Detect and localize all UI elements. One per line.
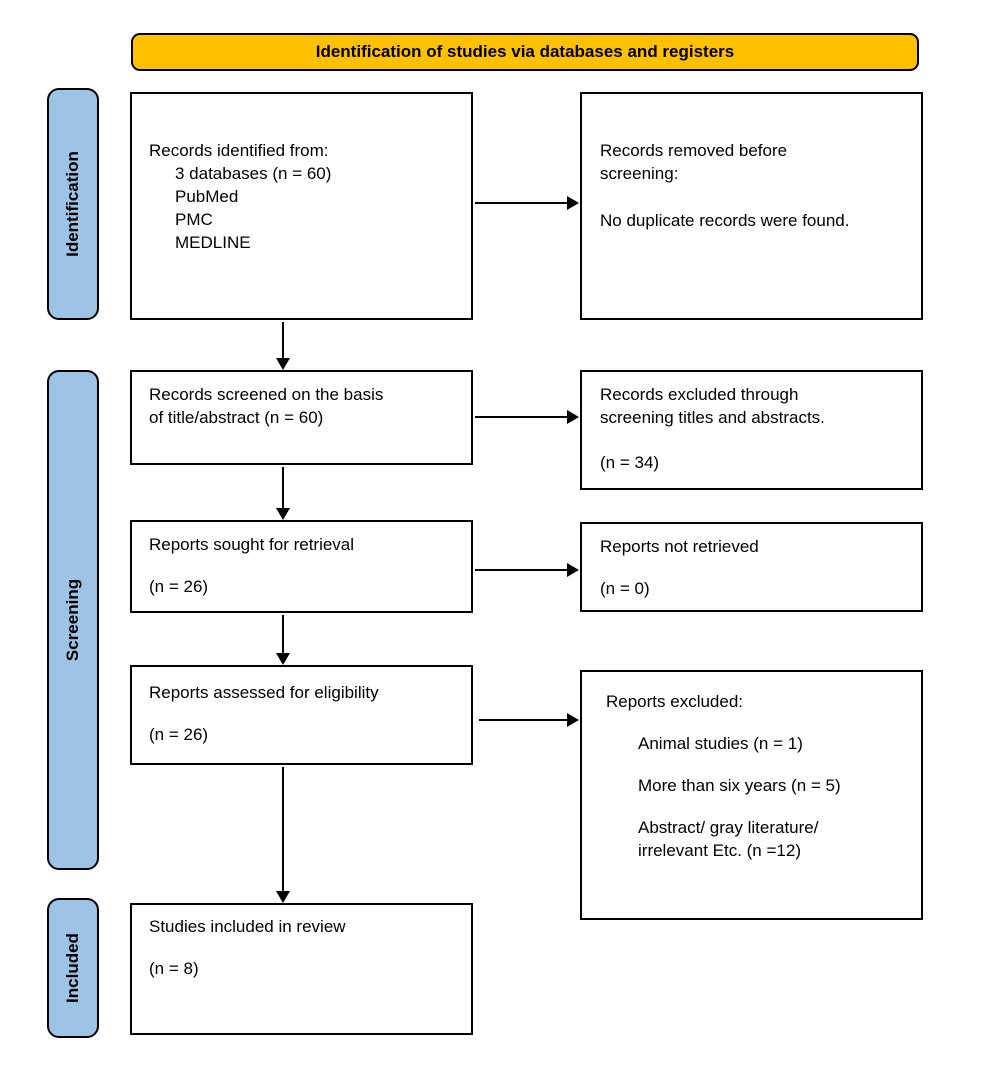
arrow-down-sought-to-assessed xyxy=(282,615,284,654)
box-reports-sought xyxy=(130,520,473,613)
box-reports-not-retrieved xyxy=(580,522,923,612)
stage-label-identification xyxy=(47,88,99,320)
stage-label-screening-text: Screening xyxy=(63,578,83,662)
arrow-right-identified-to-removed xyxy=(475,202,568,204)
stage-label-included xyxy=(47,898,99,1038)
box-reports-assessed xyxy=(130,665,473,765)
arrow-right-assessed-to-excluded xyxy=(479,719,568,721)
box-title: screening titles and abstracts. xyxy=(600,408,825,427)
arrow-right-screened-to-excluded xyxy=(475,416,568,418)
box-title: screening: xyxy=(600,164,679,183)
arrow-down-identified-to-screened xyxy=(282,322,284,359)
box-studies-included xyxy=(130,903,473,1035)
header-banner xyxy=(131,33,919,71)
count-line: (n = 26) xyxy=(149,577,209,596)
box-line: More than six years (n = 5) xyxy=(638,776,841,795)
header-banner-title: Identification of studies via databases and registers xyxy=(315,42,735,61)
box-title: Reports excluded: xyxy=(606,692,744,711)
count-line: (n = 26) xyxy=(149,725,209,744)
box-records-identified xyxy=(130,92,473,320)
box-line: PMC xyxy=(175,210,213,229)
box-title: Reports not retrieved xyxy=(600,537,759,556)
box-line: PubMed xyxy=(175,187,239,206)
arrow-right-sought-to-not-retrieved xyxy=(475,569,568,571)
box-title: Reports sought for retrieval xyxy=(149,535,355,554)
count-line: (n = 0) xyxy=(600,579,650,598)
box-line: Abstract/ gray literature/ xyxy=(638,818,819,837)
box-title: Records identified from: xyxy=(149,141,329,160)
box-line: irrelevant Etc. (n =12) xyxy=(638,841,801,860)
count-line: (n = 34) xyxy=(600,453,660,472)
box-line: 3 databases (n = 60) xyxy=(175,164,332,183)
box-title: Records removed before xyxy=(600,141,788,160)
count-line: (n = 8) xyxy=(149,959,199,978)
box-title: Records screened on the basis xyxy=(149,385,384,404)
box-title: of title/abstract (n = 60) xyxy=(149,408,324,427)
box-title: Reports assessed for eligibility xyxy=(149,683,379,702)
arrow-down-screened-to-sought xyxy=(282,467,284,509)
box-records-screened xyxy=(130,370,473,465)
box-records-excluded-screening xyxy=(580,370,923,490)
box-line: Animal studies (n = 1) xyxy=(638,734,803,753)
box-reports-excluded xyxy=(580,670,923,920)
box-title: Studies included in review xyxy=(149,917,346,936)
arrow-down-assessed-to-included xyxy=(282,767,284,892)
stage-label-screening xyxy=(47,370,99,870)
box-title: Records excluded through xyxy=(600,385,799,404)
note-line: No duplicate records were found. xyxy=(600,211,850,230)
stage-label-identification-text: Identification xyxy=(63,151,82,257)
box-records-removed xyxy=(580,92,923,320)
stage-label-included-text: Included xyxy=(63,933,82,1003)
box-line: MEDLINE xyxy=(175,233,251,252)
